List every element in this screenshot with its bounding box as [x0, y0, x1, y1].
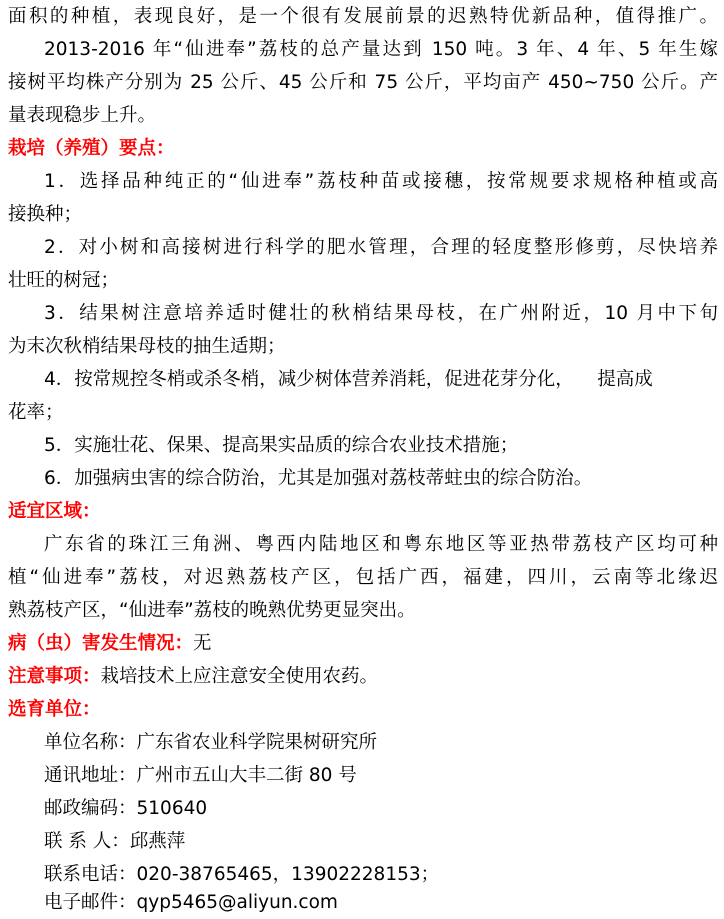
cultivation-item-1-line-2: 接换种； [8, 204, 83, 225]
breeder-postcode-value: 510640 [136, 798, 208, 819]
region-line-1: 广东省的珠江三角洲、粤西内陆地区和粤东地区等亚热带荔枝产区均可种 [44, 534, 718, 555]
intro-line-3: 接树平均株产分别为 25 公斤、45 公斤和 75 公斤，平均亩产 450~750 公斤。产 [8, 72, 718, 93]
breeder-postcode-row [44, 792, 718, 825]
breeder-email-row [44, 886, 718, 919]
breeder-unit-value: 广东省农业科学院果树研究所 [136, 732, 378, 753]
breeder-contact-value: 邱燕萍 [129, 831, 186, 852]
region-line-3: 熟荔枝产区，“仙进奉”荔枝的晚熟优势更显突出。 [8, 600, 416, 621]
breeder-email-value[interactable]: qyp5465@aliyun.com [136, 892, 338, 913]
cultivation-item-2-line-1: 2．对小树和高接树进行科学的肥水管理，合理的轻度整形修剪，尽快培养 [44, 237, 718, 258]
cultivation-item-4-line-2: 花率； [8, 402, 64, 423]
disease-heading: 病（虫）害发生情况： [8, 633, 194, 654]
notes-value: 栽培技术上应注意安全使用农药。 [100, 666, 379, 687]
breeder-heading: 选育单位： [8, 699, 101, 720]
cultivation-item-2-line-2: 壮旺的树冠； [8, 270, 120, 291]
notes-row [8, 660, 718, 693]
breeder-phone-value: 020-38765465，13902228153； [136, 864, 440, 885]
cultivation-item-1-line-1: 1．选择品种纯正的“仙进奉”荔枝种苗或接穗，按常规要求规格种植或高 [44, 171, 718, 192]
disease-row [8, 627, 718, 660]
breeder-address-row [44, 759, 718, 792]
breeder-phone-label: 联系电话： [44, 864, 137, 885]
cultivation-item-4-line-1: 4．按常规控冬梢或杀冬梢，减少树体营养消耗，促进花芽分化， 提高成 [44, 369, 653, 390]
breeder-postcode-label: 邮政编码： [44, 798, 137, 819]
region-heading: 适宜区域： [8, 501, 101, 522]
intro-line-2: 2013-2016 年“仙进奉”荔枝的总产量达到 150 吨。3 年、4 年、5 年生嫁 [44, 39, 718, 60]
breeder-contact-row [44, 825, 718, 858]
cultivation-item-5: 5．实施壮花、保果、提高果实品质的综合农业技术措施； [44, 435, 519, 456]
breeder-contact-label: 联 系 人： [44, 831, 130, 852]
breeder-address-label: 通讯地址： [44, 765, 137, 786]
breeder-address-value: 广州市五山大丰二街 80 号 [136, 765, 357, 786]
cultivation-heading: 栽培（养殖）要点： [8, 138, 175, 159]
intro-line-1: 面积的种植，表现良好，是一个很有发展前景的迟熟特优新品种，值得推广。 [8, 6, 718, 27]
breeder-unit-row [44, 726, 718, 759]
breeder-unit-label: 单位名称： [44, 732, 137, 753]
cultivation-item-3-line-2: 为末次秋梢结果母枝的抽生适期； [8, 336, 286, 357]
breeder-email-label: 电子邮件： [44, 892, 137, 913]
notes-heading: 注意事项： [8, 666, 101, 687]
disease-value: 无 [193, 633, 212, 654]
cultivation-item-3-line-1: 3．结果树注意培养适时健壮的秋梢结果母枝，在广州附近，10 月中下旬 [44, 303, 718, 324]
cultivation-item-6: 6．加强病虫害的综合防治，尤其是加强对荔枝蒂蛀虫的综合防治。 [44, 468, 593, 489]
region-line-2: 植“仙进奉”荔枝，对迟熟荔枝产区，包括广西，福建，四川，云南等北缘迟 [8, 567, 718, 588]
intro-line-4: 量表现稳步上升。 [8, 105, 157, 126]
